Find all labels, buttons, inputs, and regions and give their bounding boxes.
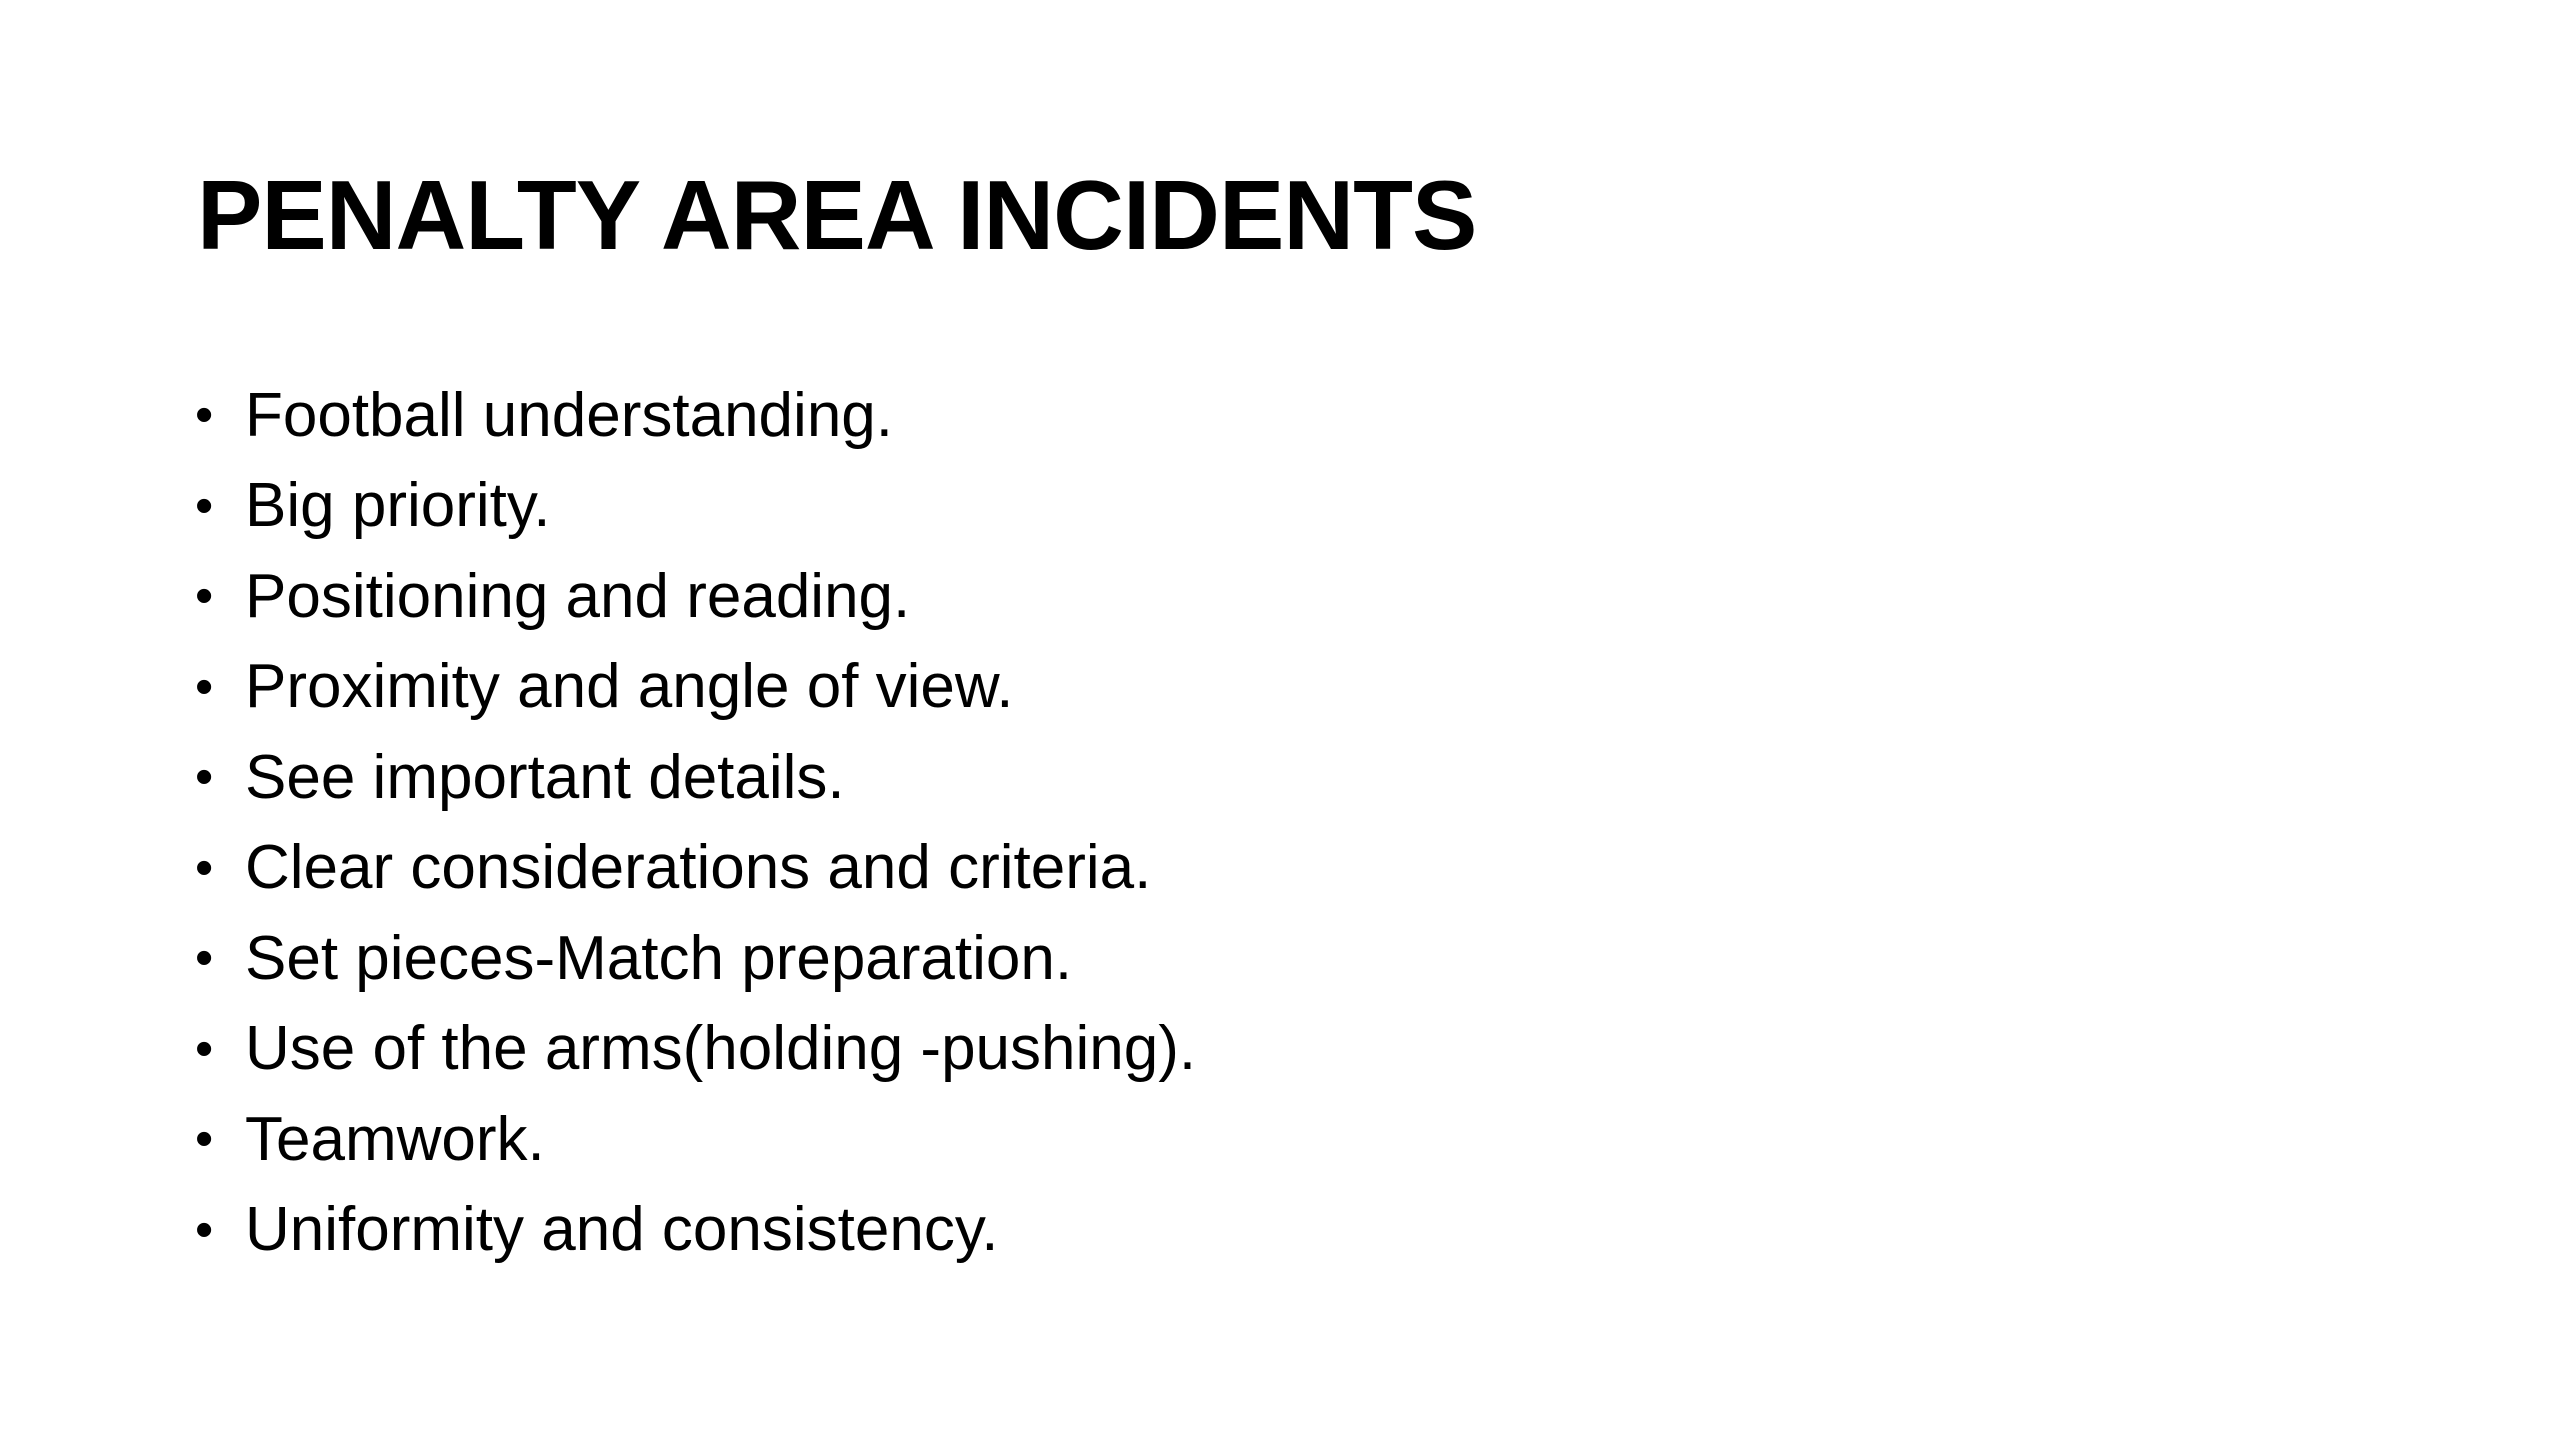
bullet-text: Teamwork. [245, 1104, 545, 1174]
bullet-text: See important details. [245, 742, 845, 812]
bullet-icon: • [195, 838, 214, 897]
bullet-text: Football understanding. [245, 380, 894, 450]
bullet-icon: • [195, 748, 214, 807]
bullet-text: Positioning and reading. [245, 561, 911, 631]
bullet-text: Set pieces-Match preparation. [245, 923, 1073, 993]
bullet-icon: • [195, 1200, 214, 1259]
list-item [195, 1185, 1196, 1276]
bullet-icon: • [195, 657, 214, 716]
list-item [195, 913, 1196, 1004]
list-item [195, 551, 1196, 642]
list-item [195, 823, 1196, 914]
bullet-text: Use of the arms(holding -pushing). [245, 1014, 1197, 1084]
bullet-text: Big priority. [245, 471, 551, 541]
bullet-icon: • [195, 567, 214, 626]
list-item [195, 732, 1196, 823]
list-item [195, 642, 1196, 733]
bullet-icon: • [195, 929, 214, 988]
bullet-icon: • [195, 476, 214, 535]
list-item [195, 370, 1196, 461]
list-item [195, 1004, 1196, 1095]
slide-title: PENALTY AREA INCIDENTS [197, 160, 1477, 270]
bullet-text: Proximity and angle of view. [245, 652, 1014, 722]
bullet-text: Clear considerations and criteria. [245, 833, 1152, 903]
bullet-icon: • [195, 1110, 214, 1169]
bullet-icon: • [195, 1019, 214, 1078]
bullet-list [195, 370, 1196, 1275]
bullet-text: Uniformity and consistency. [245, 1195, 999, 1265]
list-item [195, 461, 1196, 552]
list-item [195, 1094, 1196, 1185]
bullet-icon: • [195, 386, 214, 445]
